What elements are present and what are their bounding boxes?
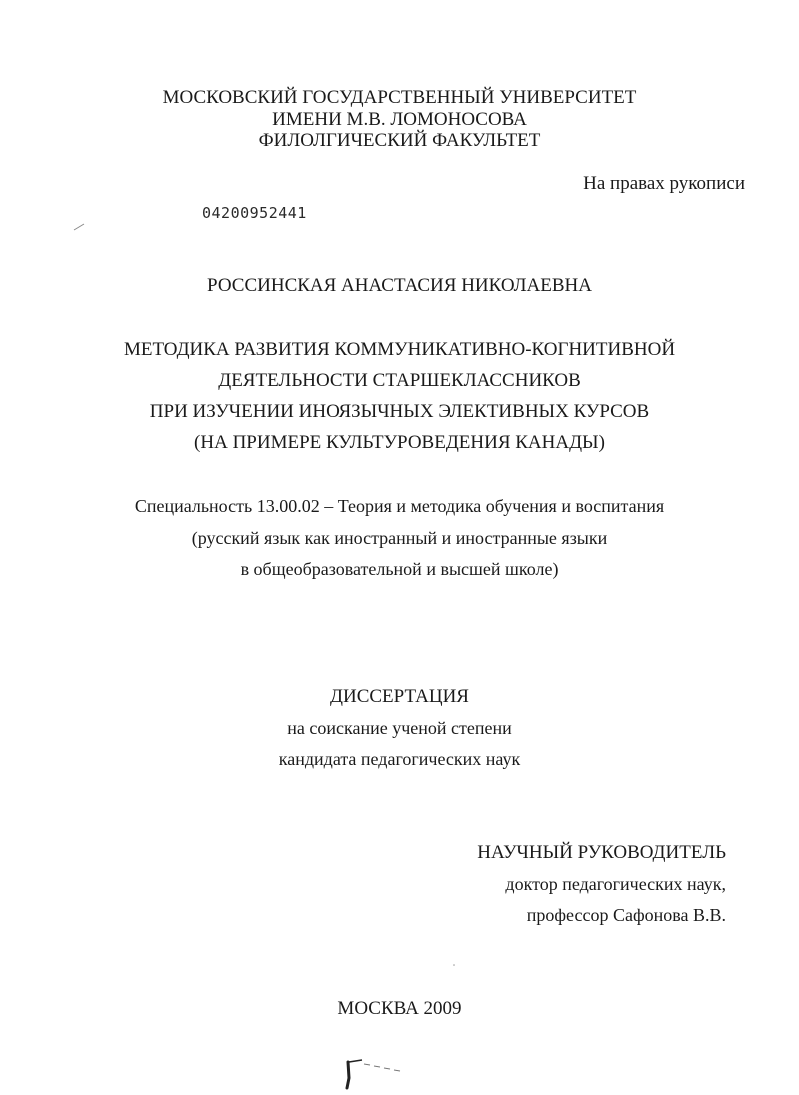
scan-mark-icon: [340, 1056, 406, 1094]
university-name-line2: ИМЕНИ М.В. ЛОМОНОСОВА: [272, 109, 527, 130]
specialty-line2: (русский язык как иностранный и иностранные языки: [191, 528, 608, 548]
faculty-name: ФИЛОЛГИЧЕСКИЙ ФАКУЛЬТЕТ: [258, 130, 541, 151]
supervisor-label: НАУЧНЫЙ РУКОВОДИТЕЛЬ: [477, 842, 726, 863]
manuscript-note: На правах рукописи: [583, 173, 745, 194]
stray-mark-icon: [72, 222, 86, 232]
university-name-line1: МОСКОВСКИЙ ГОСУДАРСТВЕННЫЙ УНИВЕРСИТЕТ: [162, 87, 637, 108]
speck-mark-icon: [452, 963, 456, 967]
degree-label: ДИССЕРТАЦИЯ: [330, 686, 469, 707]
title-line3: ПРИ ИЗУЧЕНИИ ИНОЯЗЫЧНЫХ ЭЛЕКТИВНЫХ КУРСОВ: [149, 401, 650, 422]
title-line4: (НА ПРИМЕРЕ КУЛЬТУРОВЕДЕНИЯ КАНАДЫ): [194, 432, 605, 453]
specialty-line3: в общеобразовательной и высшей школе): [240, 559, 559, 579]
catalog-number: 04200952441: [202, 204, 307, 222]
title-line1: МЕТОДИКА РАЗВИТИЯ КОММУНИКАТИВНО-КОГНИТИВНОЙ: [123, 339, 676, 360]
supervisor-degree: доктор педагогических наук,: [505, 874, 726, 894]
supervisor-name: профессор Сафонова В.В.: [526, 905, 726, 925]
title-line2: ДЕЯТЕЛЬНОСТИ СТАРШЕКЛАССНИКОВ: [218, 370, 581, 391]
city-year: МОСКВА 2009: [337, 998, 462, 1019]
degree-line2: кандидата педагогических наук: [278, 749, 521, 769]
specialty-line1: Специальность 13.00.02 – Теория и методика обучения и воспитания: [134, 496, 665, 516]
author-name: РОССИНСКАЯ АНАСТАСИЯ НИКОЛАЕВНА: [207, 275, 592, 296]
degree-line1: на соискание ученой степени: [287, 718, 512, 738]
